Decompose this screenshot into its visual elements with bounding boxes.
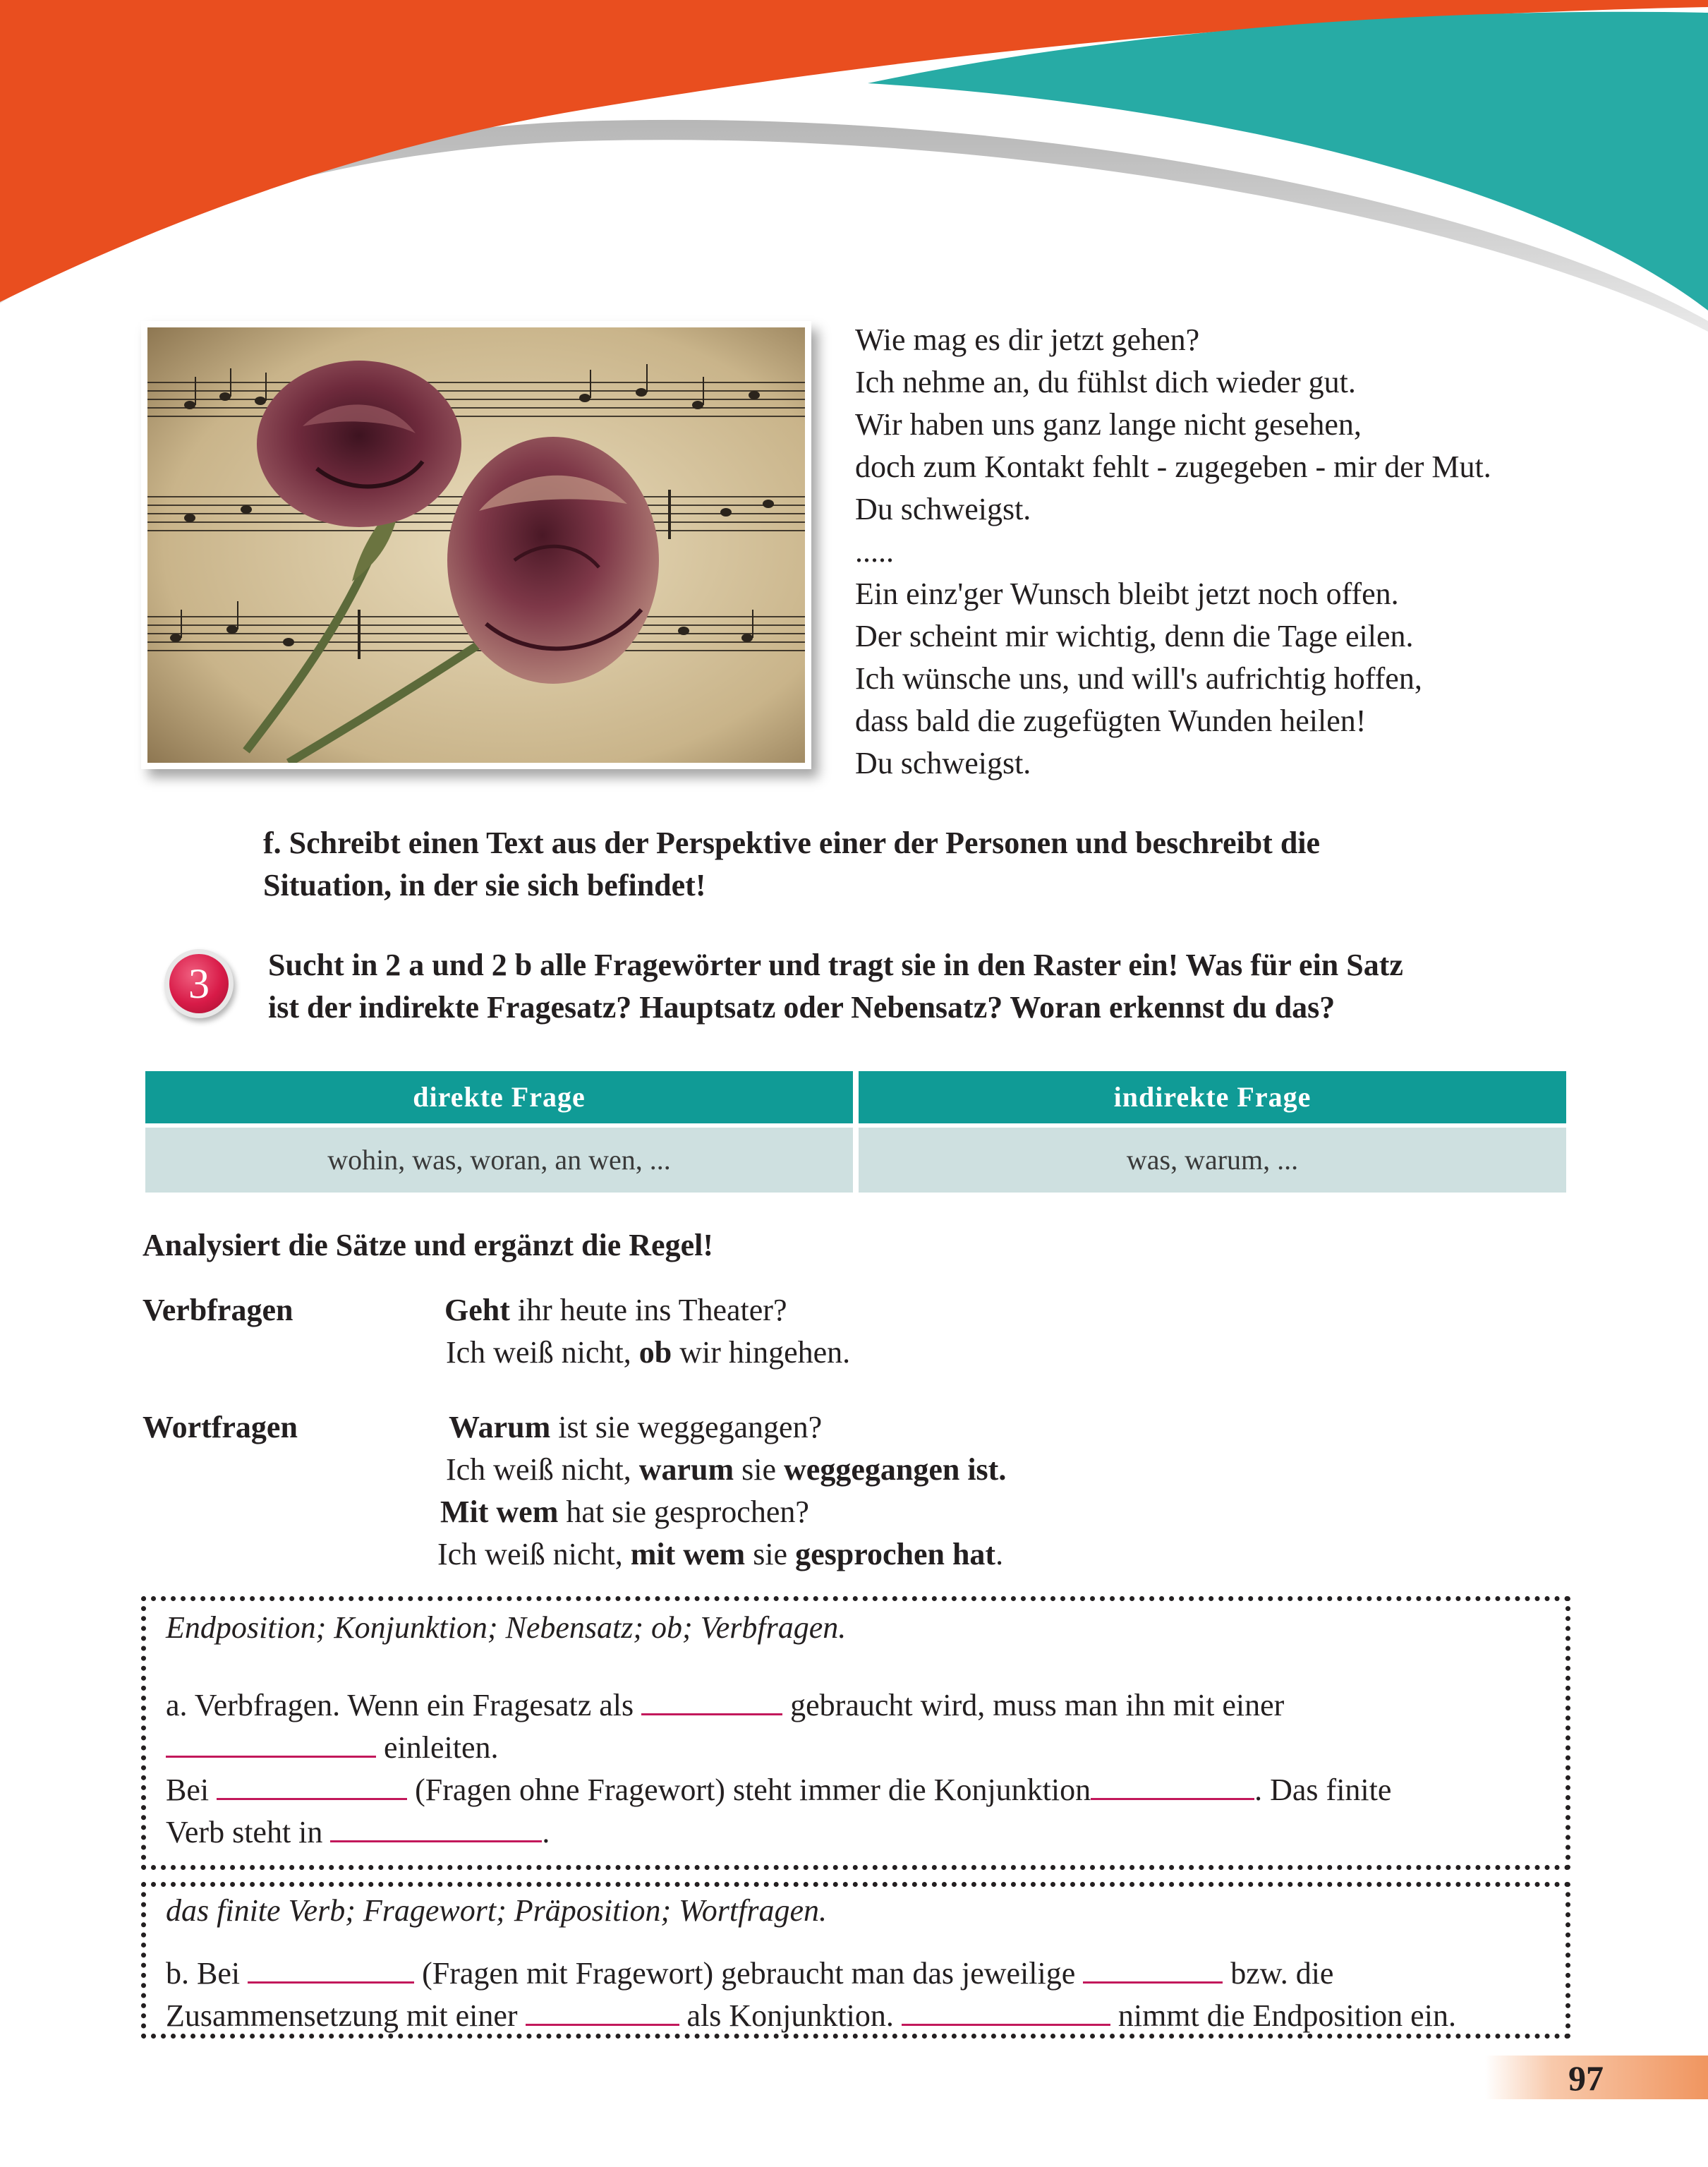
exercise-text: (Fragen mit Fragewort) gebraucht man das jeweilige (414, 1956, 1084, 1991)
table-header-row (145, 1071, 1566, 1123)
task-number-badge: 3 (169, 954, 229, 1013)
fill-blank[interactable] (526, 1991, 679, 2026)
example-sentence (444, 1289, 787, 1332)
sentence-text: hat sie gesprochen? (558, 1495, 809, 1529)
exercise-text: nimmt die Endposition ein. (1110, 1998, 1456, 2033)
poem-line: Ich nehme an, du fühlst dich wieder gut. (855, 365, 1356, 399)
exercise-box-a (141, 1596, 1570, 1870)
verbfragen-label: Verbfragen (143, 1293, 293, 1327)
exercise-text: Verb steht in (166, 1815, 331, 1849)
bold-word: Geht (444, 1293, 510, 1327)
fill-blank[interactable] (641, 1681, 782, 1715)
example-sentence (446, 1449, 1006, 1491)
sentence-text: Ich weiß nicht, (437, 1537, 631, 1571)
exercise-text: . (542, 1815, 550, 1849)
fill-blank[interactable] (902, 1991, 1110, 2026)
poem-line: Ein einz'ger Wunsch bleibt jetzt noch offen. (855, 577, 1399, 611)
exercise-text: als Konjunktion. (679, 1998, 902, 2033)
exercise-line (166, 1723, 499, 1769)
bold-word: Warum (449, 1410, 551, 1444)
table-cell: was, warum, ... (859, 1128, 1566, 1193)
roses-photo-frame (141, 321, 811, 769)
column-header-indirect-question: indirekte Frage (859, 1071, 1566, 1123)
bold-word: ob (638, 1335, 672, 1370)
exercise-box-b (141, 1882, 1570, 2039)
fill-blank[interactable] (330, 1808, 542, 1842)
fill-blank[interactable] (217, 1765, 407, 1800)
poem-line: dass bald die zugefügten Wunden heilen! (855, 704, 1367, 738)
bold-word: Mit wem (440, 1495, 559, 1529)
exercise-text: (Fragen ohne Fragewort) steht immer die Konjunktion (407, 1773, 1091, 1807)
poem-line: Wir haben uns ganz lange nicht gesehen, (855, 407, 1362, 442)
dried-roses-on-sheet-music-image (147, 327, 805, 763)
sentence-text: sie (745, 1537, 796, 1571)
bold-word: weggegangen ist. (784, 1452, 1007, 1487)
exercise-line (166, 1765, 1391, 1811)
table-row (145, 1123, 1566, 1193)
exercise-line (166, 1949, 1333, 1995)
poem-line: Der scheint mir wichtig, denn die Tage eilen. (855, 619, 1414, 653)
exercise-text: einleiten. (376, 1730, 499, 1765)
word-bank-hint: Endposition; Konjunktion; Nebensatz; ob; Verbfragen. (166, 1610, 847, 1645)
fill-blank[interactable] (248, 1949, 414, 1984)
task-f-line: Situation, in der sie sich befindet! (263, 868, 706, 903)
fill-blank[interactable] (1083, 1949, 1223, 1984)
poem-line: ..... (855, 534, 894, 569)
bold-word: warum (638, 1452, 734, 1487)
page-number: 97 (1568, 2058, 1604, 2098)
poem-line: doch zum Kontakt fehlt - zugegeben - mir der Mut. (855, 449, 1491, 484)
table-cell: wohin, was, woran, an wen, ... (145, 1128, 853, 1193)
sentence-text: Ich weiß nicht, (446, 1335, 639, 1370)
exercise-text: Bei (166, 1773, 217, 1807)
bold-word: mit wem (630, 1537, 746, 1571)
task-f-instruction (263, 822, 1604, 907)
example-sentence (446, 1332, 850, 1374)
sentence-text: sie (734, 1452, 785, 1487)
sentence-text: wir hingehen. (672, 1335, 851, 1370)
analyse-instruction: Analysiert die Sätze und ergänzt die Regel! (143, 1228, 713, 1262)
sentence-text: ihr heute ins Theater? (509, 1293, 787, 1327)
poem-line: Du schweigst. (855, 492, 1031, 526)
poem (855, 319, 1617, 785)
task-3-instruction (268, 944, 1609, 1029)
exercise-text: bzw. die (1223, 1956, 1334, 1991)
task-3-line: ist der indirekte Fragesatz? Hauptsatz oder Nebensatz? Woran erkennst du das? (268, 990, 1335, 1025)
fill-blank[interactable] (166, 1723, 376, 1758)
example-sentence (437, 1533, 1003, 1576)
exercise-text: Zusammensetzung mit einer (166, 1998, 526, 2033)
question-words-table (145, 1071, 1566, 1193)
poem-line: Du schweigst. (855, 746, 1031, 780)
exercise-text: gebraucht wird, muss man ihn mit einer (782, 1688, 1285, 1722)
column-header-direct-question: direkte Frage (145, 1071, 853, 1123)
task-f-line: f. Schreibt einen Text aus der Perspektive einer der Personen und beschreibt die (263, 826, 1321, 860)
poem-line: Ich wünsche uns, und will's aufrichtig hoffen, (855, 661, 1422, 696)
example-sentence (440, 1491, 809, 1533)
page-number-tab (1485, 2056, 1708, 2099)
sentence-text: ist sie weggegangen? (550, 1410, 823, 1444)
exercise-line (166, 1808, 550, 1854)
bold-word: gesprochen hat (795, 1537, 996, 1571)
exercise-text: b. Bei (166, 1956, 248, 1991)
wortfragen-label: Wortfragen (143, 1410, 298, 1444)
task-3-line: Sucht in 2 a und 2 b alle Fragewörter und tragt sie in den Raster ein! Was für ein Satz (268, 948, 1403, 982)
poem-line: Wie mag es dir jetzt gehen? (855, 322, 1200, 357)
exercise-text: . Das finite (1254, 1773, 1392, 1807)
word-bank-hint: das finite Verb; Fragewort; Präposition; Wortfragen. (166, 1893, 828, 1928)
sentence-text: . (995, 1537, 1004, 1571)
exercise-line (166, 1991, 1456, 2037)
sentence-text: Ich weiß nicht, (446, 1452, 639, 1487)
example-sentence (449, 1406, 822, 1449)
exercise-text: a. Verbfragen. Wenn ein Fragesatz als (166, 1688, 642, 1722)
fill-blank[interactable] (1091, 1765, 1254, 1800)
exercise-line (166, 1681, 1284, 1727)
